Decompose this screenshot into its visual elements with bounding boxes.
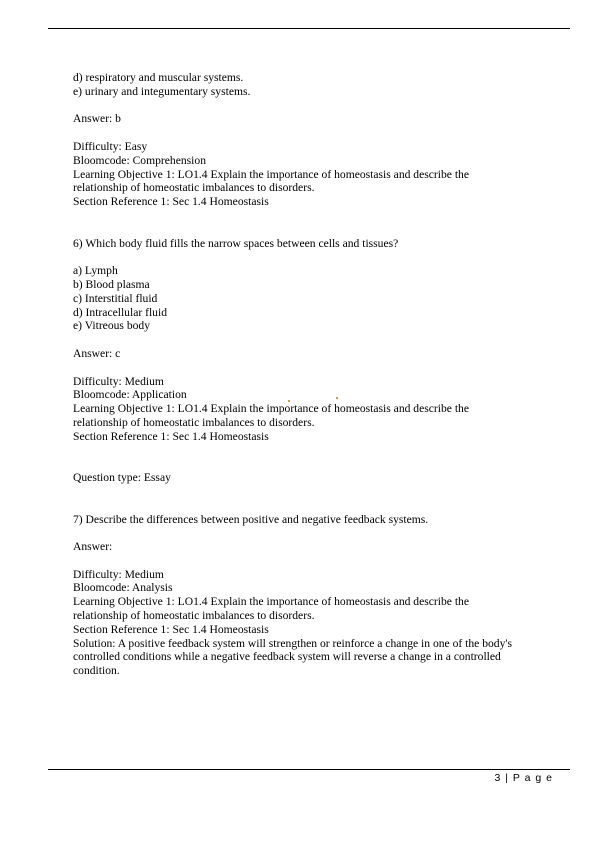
q6-choice-a: a) Lymph bbox=[73, 264, 118, 278]
q6-objective: Learning Objective 1: LO1.4 Explain the importance of homeostasis and describe the bbox=[73, 402, 469, 416]
q6-difficulty: Difficulty: Medium bbox=[73, 374, 164, 388]
q5-answer: Answer: b bbox=[73, 112, 121, 126]
question-type: Question type: Essay bbox=[73, 471, 171, 485]
scan-speck bbox=[288, 400, 290, 402]
scan-speck bbox=[336, 397, 338, 399]
q6-choice-b: b) Blood plasma bbox=[73, 277, 150, 291]
q7-bloomcode: Bloomcode: Analysis bbox=[73, 581, 173, 595]
q5-objective-cont: relationship of homeostatic imbalances to disorders. bbox=[73, 181, 315, 195]
q7-answer: Answer: bbox=[73, 540, 113, 554]
q7-solution-cont: controlled conditions while a negative feedback system will reverse a change in a controlled bbox=[73, 650, 501, 664]
q7-section: Section Reference 1: Sec 1.4 Homeostasis bbox=[73, 622, 269, 636]
q6-choice-e: e) Vitreous body bbox=[73, 319, 151, 333]
q6-question: 6) Which body fluid fills the narrow spaces between cells and tissues? bbox=[73, 236, 399, 250]
q6-section: Section Reference 1: Sec 1.4 Homeostasis bbox=[73, 429, 269, 443]
q7-objective-cont: relationship of homeostatic imbalances to disorders. bbox=[73, 609, 315, 623]
header-rule bbox=[48, 28, 570, 29]
footer-rule bbox=[48, 769, 570, 770]
page-number: 3 | P a g e bbox=[494, 772, 553, 784]
q5-bloomcode: Bloomcode: Comprehension bbox=[73, 153, 206, 167]
q5-section: Section Reference 1: Sec 1.4 Homeostasis bbox=[73, 195, 269, 209]
q6-objective-cont: relationship of homeostatic imbalances to disorders. bbox=[73, 415, 315, 429]
q6-choice-d: d) Intracellular fluid bbox=[73, 305, 167, 319]
q6-answer: Answer: c bbox=[73, 346, 121, 360]
q7-question: 7) Describe the differences between positive and negative feedback systems. bbox=[73, 512, 429, 526]
q7-difficulty: Difficulty: Medium bbox=[73, 567, 164, 581]
q5-choice-d: d) respiratory and muscular systems. bbox=[73, 71, 244, 84]
q5-difficulty: Difficulty: Easy bbox=[73, 139, 148, 153]
page-body bbox=[73, 71, 513, 678]
q5-objective: Learning Objective 1: LO1.4 Explain the importance of homeostasis and describe the bbox=[73, 167, 469, 181]
q5-choice-e: e) urinary and integumentary systems. bbox=[73, 84, 251, 98]
q6-choice-c: c) Interstitial fluid bbox=[73, 291, 158, 305]
q7-objective: Learning Objective 1: LO1.4 Explain the importance of homeostasis and describe the bbox=[73, 595, 469, 609]
q7-solution: Solution: A positive feedback system will strengthen or reinforce a change in one of the body's bbox=[73, 636, 513, 650]
q7-solution-end: condition. bbox=[73, 664, 120, 678]
q6-bloomcode: Bloomcode: Application bbox=[73, 388, 187, 402]
